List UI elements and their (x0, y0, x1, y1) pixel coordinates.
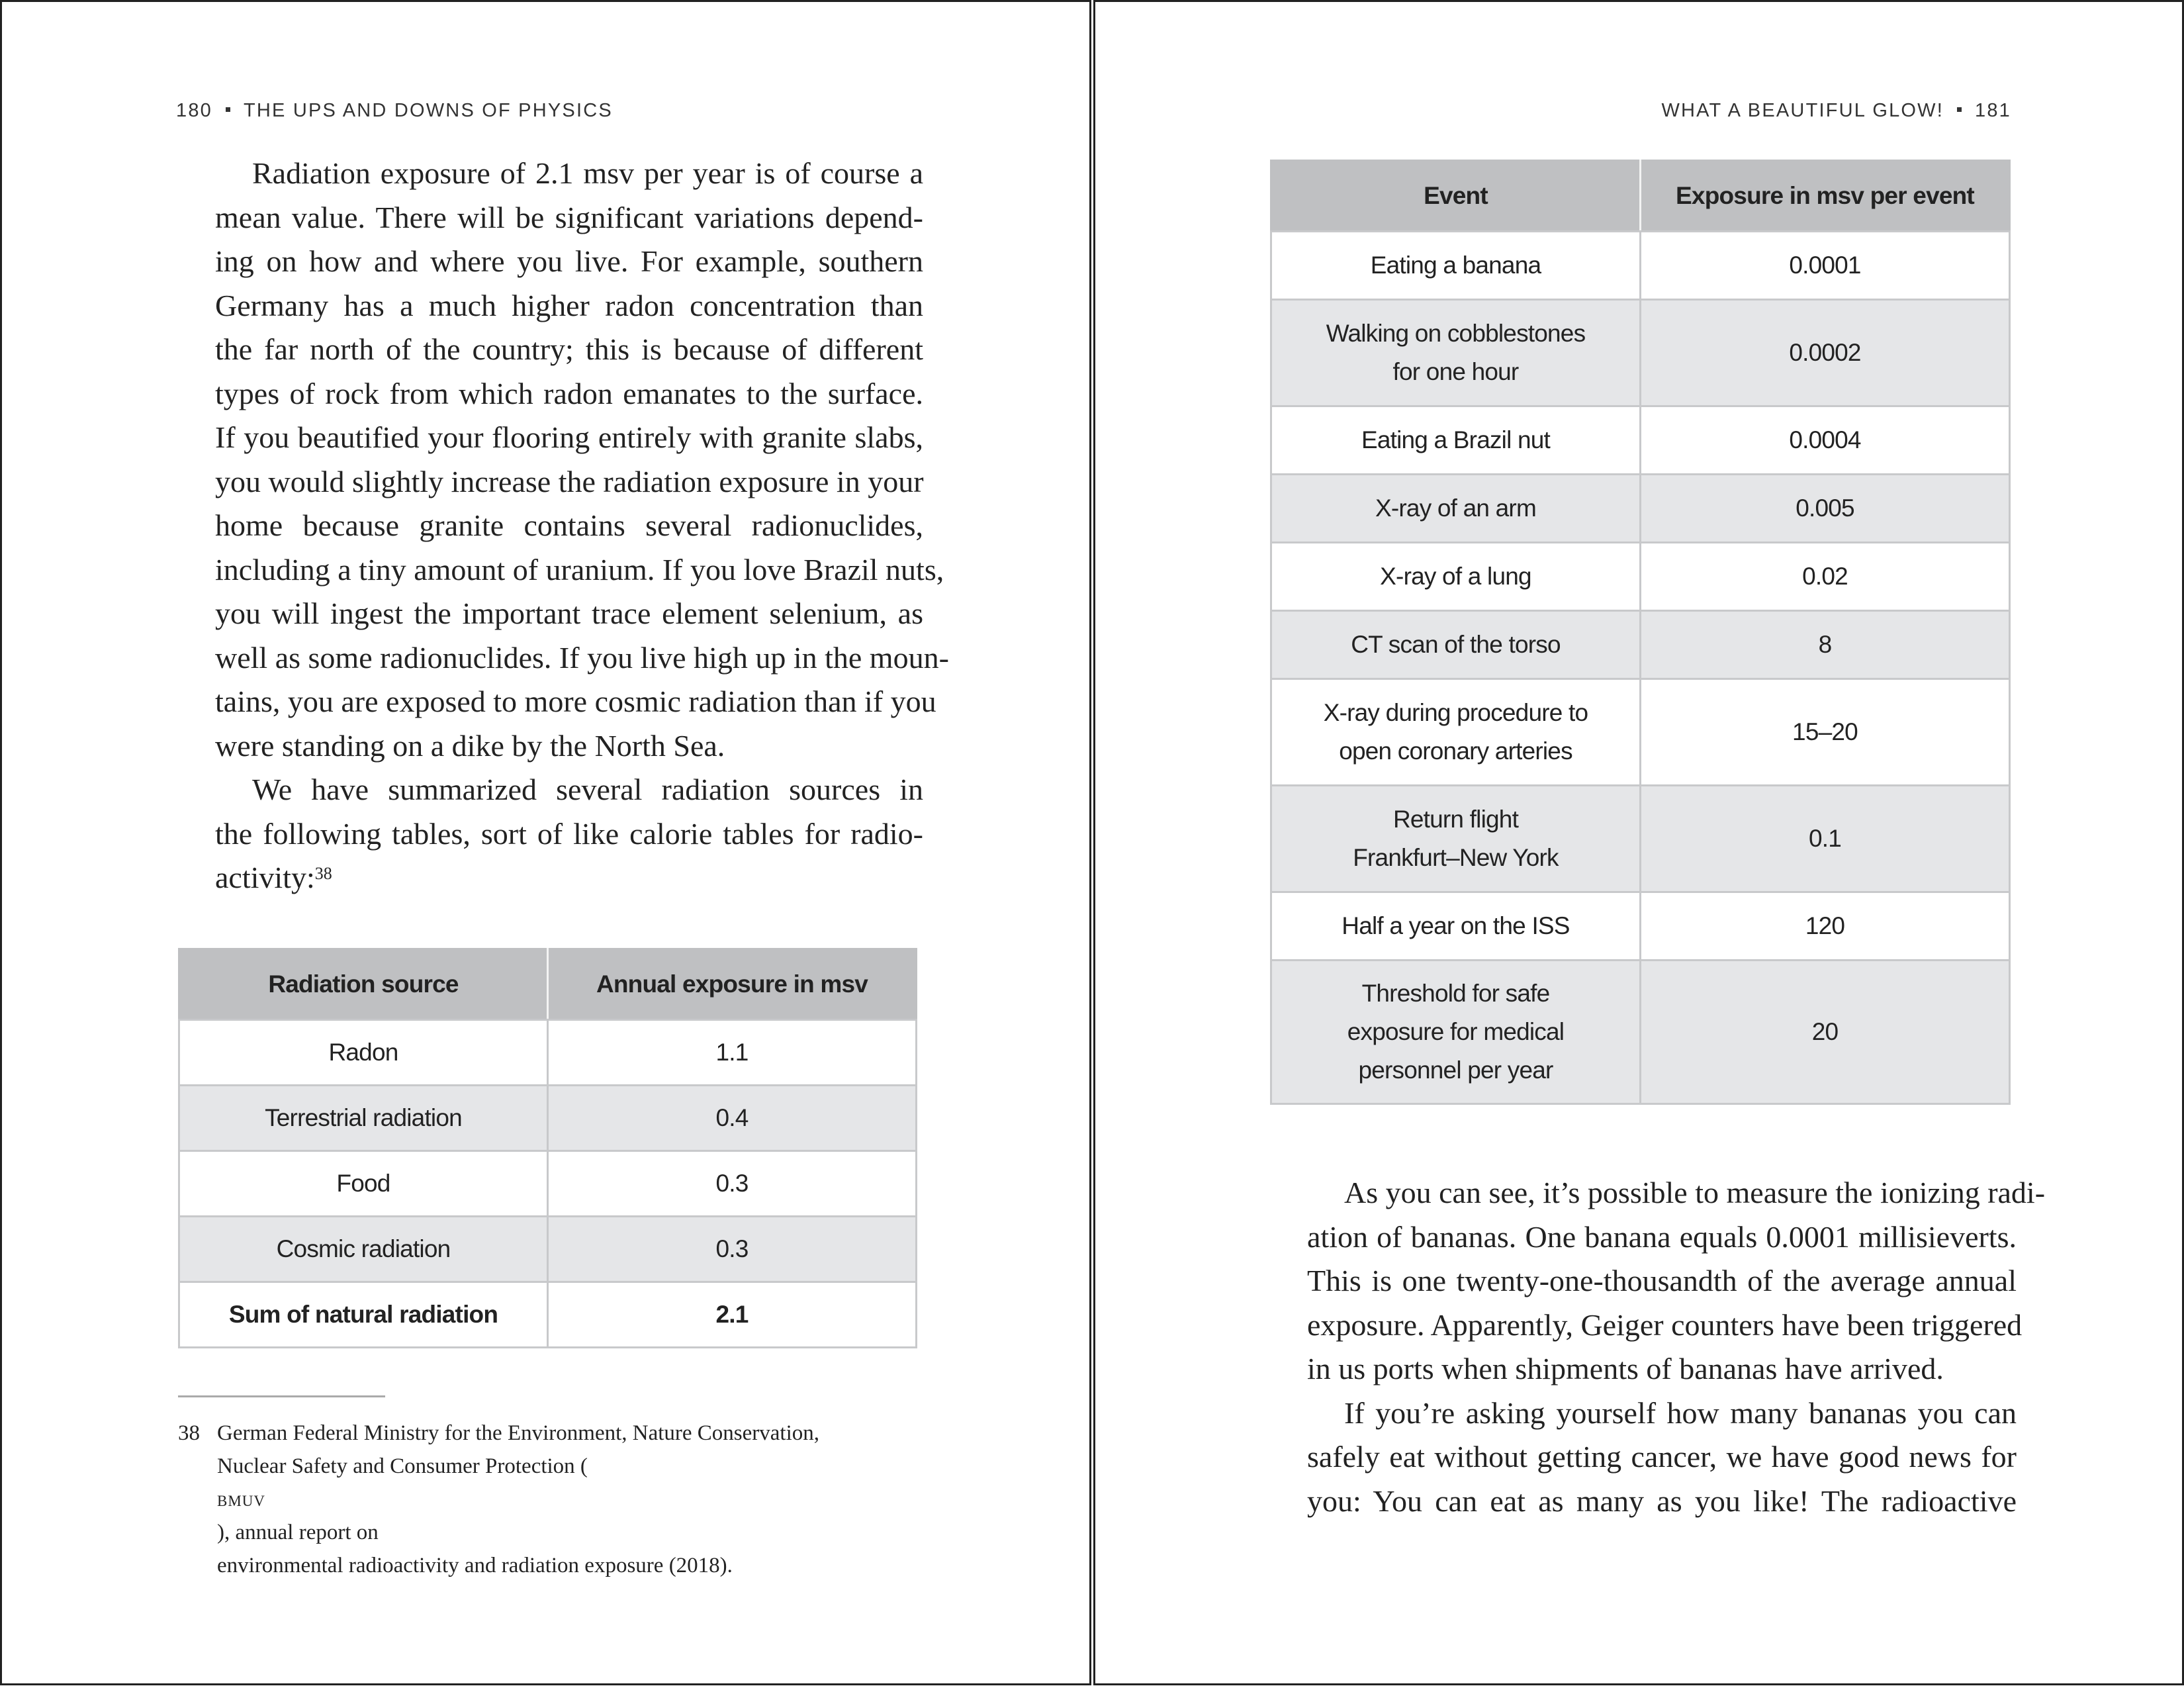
text-line: We have summarized several radiation sources in (252, 773, 923, 806)
paragraph (178, 152, 949, 768)
text-line: home because granite contains several radionuclides, (215, 508, 923, 542)
cell-line: Frankfurt–New York (1353, 844, 1559, 871)
table-cell-value: 15–20 (1641, 679, 2010, 786)
text-line: If you’re asking yourself how many bananas you can (1344, 1395, 2017, 1430)
text-fragment: activity: (215, 861, 315, 894)
page-number: 180 (176, 100, 212, 121)
table-row (179, 1086, 917, 1151)
table-cell-value: 120 (1641, 892, 2010, 961)
table-row (1271, 892, 2010, 961)
footnote-text (178, 1417, 939, 1582)
table-cell-event (1271, 611, 1641, 679)
footnote-number: 38 (178, 1421, 200, 1445)
text-line: in us ports when shipments of bananas have arrived. (1307, 1352, 1944, 1385)
table-cell-value: 0.0001 (1641, 232, 2010, 300)
table-cell-value: 0.3 (548, 1151, 917, 1217)
text-line: the following tables, sort of like calorie tables for radio- (215, 816, 923, 851)
table-cell-source: Cosmic radiation (179, 1217, 548, 1282)
cell-line: personnel per year (1358, 1056, 1553, 1084)
text-line (178, 856, 923, 900)
table-cell-event (1271, 679, 1641, 786)
text-line: the far north of the country; this is because of different (215, 332, 923, 366)
table-row (179, 1217, 917, 1282)
table-cell-value: 0.0002 (1641, 300, 2010, 406)
table-header-row (179, 949, 917, 1020)
text-line: safely eat without getting cancer, we have good news for (1307, 1440, 2017, 1474)
chapter-title: THE UPS AND DOWNS OF PHYSICS (244, 100, 613, 121)
column-header: Event (1271, 161, 1641, 232)
cell-line: CT scan of the torso (1351, 631, 1561, 658)
table-cell-value: 0.005 (1641, 475, 2010, 543)
table-cell-source: Food (179, 1151, 548, 1217)
cell-line: X-ray of an arm (1375, 494, 1536, 522)
table-cell-source: Radon (179, 1020, 548, 1086)
text-line: you will ingest the important trace element selenium, as (215, 596, 923, 630)
text-line: were standing on a dike by the North Sea. (215, 728, 725, 763)
cell-line: Walking on cobblestones (1326, 320, 1586, 347)
radiation-sources-table (178, 948, 917, 1348)
bullet-separator-icon (1957, 107, 1962, 112)
text-line: including a tiny amount of uranium. If you love Brazil nuts, (215, 552, 944, 586)
table-row (1271, 475, 2010, 543)
event-exposure-table (1270, 160, 2011, 1105)
cell-line: Eating a banana (1370, 252, 1541, 279)
table-cell-event (1271, 406, 1641, 475)
table-cell-value: 1.1 (548, 1020, 917, 1086)
column-header: Annual exposure in msv (548, 949, 917, 1020)
text-line: As you can see, it’s possible to measure the ionizing radi- (1344, 1176, 2046, 1209)
table-cell-event (1271, 892, 1641, 961)
paragraph (1270, 1391, 2017, 1524)
cell-line: Return flight (1392, 806, 1519, 833)
table-cell-event (1271, 543, 1641, 611)
body-text-left (178, 152, 949, 900)
table-row (1271, 300, 2010, 406)
table-row (1271, 679, 2010, 786)
abbreviation: bmuv (217, 1487, 266, 1511)
table-cell-value: 8 (1641, 611, 2010, 679)
text-line: you: You can eat as many as you like! The radioactive (1307, 1483, 2017, 1518)
text-line: mean value. There will be significant variations depend- (215, 200, 923, 234)
text-fragment: Nuclear Safety and Consumer Protection ( (217, 1454, 588, 1478)
text-line: If you beautified your flooring entirely with granite slabs, (215, 420, 923, 454)
table-cell-event (1271, 300, 1641, 406)
table-header-row (1271, 161, 2010, 232)
bullet-separator-icon (226, 107, 230, 112)
running-head-right (1661, 100, 2011, 122)
table-cell-event (1271, 786, 1641, 892)
paragraph (178, 768, 923, 900)
running-head-left (176, 100, 613, 122)
body-text-right (1270, 1171, 2046, 1523)
table-cell-source: Terrestrial radiation (179, 1086, 548, 1151)
cell-line: X-ray of a lung (1380, 563, 1531, 590)
right-page (1093, 0, 2184, 1685)
text-line: tains, you are exposed to more cosmic radiation than if you (215, 684, 936, 718)
left-page (0, 0, 1091, 1685)
column-header: Radiation source (179, 949, 548, 1020)
cell-line: X-ray during procedure to (1323, 699, 1588, 726)
table-row (1271, 543, 2010, 611)
table-cell-value: 2.1 (548, 1282, 917, 1348)
text-line: ation of bananas. One banana equals 0.0001 millisieverts. (1307, 1219, 2017, 1254)
table-row (1271, 232, 2010, 300)
text-fragment: ), annual report on (217, 1521, 379, 1544)
text-line: This is one twenty-one-thousandth of the average annual (1307, 1264, 2017, 1297)
cell-line: open coronary arteries (1339, 737, 1572, 765)
text-line: exposure. Apparently, Geiger counters have been triggered (1307, 1307, 2023, 1342)
text-line: Radiation exposure of 2.1 msv per year is of course a (252, 156, 923, 190)
cell-line: exposure for medical (1347, 1018, 1565, 1045)
footnote-line (217, 1450, 939, 1549)
cell-line: Threshold for safe (1361, 980, 1550, 1007)
text-line: types of rock from which radon emanates to the surface. (215, 376, 923, 410)
table-row (179, 1020, 917, 1086)
text-line: Germany has a much higher radon concentration than (215, 288, 923, 322)
column-header: Exposure in msv per event (1641, 161, 2010, 232)
paragraph (1270, 1171, 2046, 1391)
text-line: you would slightly increase the radiation exposure in your (215, 464, 924, 498)
table-cell-value: 0.02 (1641, 543, 2010, 611)
cell-line: Eating a Brazil nut (1361, 426, 1551, 453)
cell-line: Half a year on the ISS (1342, 912, 1570, 939)
table-cell-event (1271, 232, 1641, 300)
table-total-row (179, 1282, 917, 1348)
table-row (1271, 961, 2010, 1104)
text-line: ing on how and where you live. For example, southern (215, 244, 923, 278)
table-cell-event (1271, 475, 1641, 543)
table-cell-source: Sum of natural radiation (179, 1282, 548, 1348)
text-line: well as some radionuclides. If you live high up in the moun- (215, 640, 949, 675)
footnote-reference[interactable]: 38 (314, 864, 332, 883)
table-row (1271, 611, 2010, 679)
table-row (179, 1151, 917, 1217)
page-number: 181 (1975, 100, 2011, 121)
table-cell-value: 0.3 (548, 1217, 917, 1282)
footnote (178, 1417, 939, 1582)
footnote-line: German Federal Ministry for the Environment, Nature Conservation, (217, 1421, 820, 1445)
table-cell-value: 0.4 (548, 1086, 917, 1151)
table-cell-value: 20 (1641, 961, 2010, 1104)
footnote-divider (178, 1395, 385, 1397)
table-cell-value: 0.0004 (1641, 406, 2010, 475)
table-cell-event (1271, 961, 1641, 1104)
chapter-title: WHAT A BEAUTIFUL GLOW! (1661, 100, 1944, 121)
table-row (1271, 406, 2010, 475)
footnote-line: environmental radioactivity and radiation exposure (2018). (217, 1554, 733, 1577)
cell-line: for one hour (1392, 358, 1519, 385)
table-row (1271, 786, 2010, 892)
table-cell-value: 0.1 (1641, 786, 2010, 892)
